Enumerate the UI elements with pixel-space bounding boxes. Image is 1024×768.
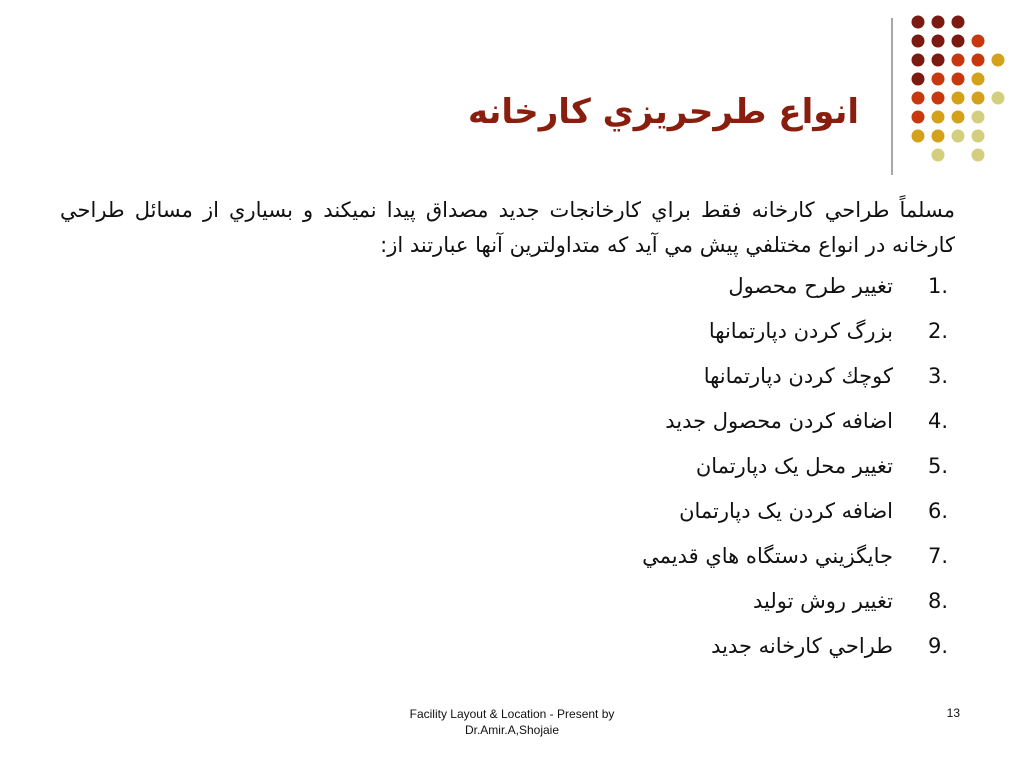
list-item bbox=[300, 360, 958, 405]
list-item bbox=[300, 540, 958, 585]
list-text: كوچك كردن دپارتمانها bbox=[703, 364, 893, 388]
dot bbox=[952, 111, 965, 124]
dot bbox=[972, 130, 985, 143]
numbered-list bbox=[300, 270, 958, 675]
dot bbox=[952, 35, 965, 48]
list-number: 6. bbox=[928, 499, 949, 523]
vertical-divider bbox=[891, 18, 893, 175]
dot bbox=[972, 73, 985, 86]
dot bbox=[912, 111, 925, 124]
list-item bbox=[300, 405, 958, 450]
slide-title: انواع طرحريزي كارخانه bbox=[468, 92, 859, 132]
dot bbox=[972, 35, 985, 48]
dot bbox=[932, 54, 945, 67]
list-text: تغيير طرح محصول bbox=[728, 274, 893, 298]
list-number: 1. bbox=[928, 274, 949, 298]
list-text: تغيير محل يک دپارتمان bbox=[695, 454, 893, 478]
footer-line-2: Dr.Amir.A,Shojaie bbox=[464, 723, 560, 737]
dot bbox=[952, 16, 965, 29]
list-number: 7. bbox=[928, 544, 949, 568]
dot bbox=[932, 16, 945, 29]
list-number: 3. bbox=[928, 364, 949, 388]
list-text: تغيير روش توليد bbox=[753, 589, 893, 613]
list-number: 4. bbox=[928, 409, 949, 433]
dot bbox=[932, 92, 945, 105]
dot bbox=[932, 73, 945, 86]
dot bbox=[952, 54, 965, 67]
list-number: 5. bbox=[928, 454, 949, 478]
list-number: 9. bbox=[928, 634, 949, 658]
list-number: 8. bbox=[928, 589, 949, 613]
dot bbox=[952, 130, 965, 143]
list-item bbox=[300, 450, 958, 495]
list-number: 2. bbox=[928, 319, 949, 343]
dot bbox=[912, 73, 925, 86]
dot bbox=[972, 111, 985, 124]
footer-caption bbox=[382, 706, 642, 738]
dot bbox=[912, 130, 925, 143]
footer-line-1: Facility Layout & Location - Present by bbox=[409, 707, 615, 721]
dot bbox=[912, 16, 925, 29]
list-text: طراحي كارخانه جديد bbox=[711, 634, 893, 658]
list-text: اضافه كردن محصول جديد bbox=[665, 409, 893, 433]
list-item bbox=[300, 630, 958, 675]
list-item bbox=[300, 585, 958, 630]
dot bbox=[932, 149, 945, 162]
page-number: 13 bbox=[946, 706, 960, 720]
dot bbox=[952, 92, 965, 105]
dot bbox=[912, 92, 925, 105]
dot bbox=[992, 92, 1005, 105]
list-text: جايگزيني دستگاه هاي قديمي bbox=[642, 544, 893, 568]
dot bbox=[972, 92, 985, 105]
dot bbox=[932, 130, 945, 143]
dot bbox=[992, 54, 1005, 67]
dot bbox=[932, 35, 945, 48]
list-text: بزرگ كردن دپارتمانها bbox=[708, 319, 893, 343]
dot bbox=[972, 54, 985, 67]
dot bbox=[952, 73, 965, 86]
list-item bbox=[300, 270, 958, 315]
dot bbox=[972, 149, 985, 162]
dot bbox=[912, 54, 925, 67]
dot bbox=[932, 111, 945, 124]
list-text: اضافه كردن يک دپارتمان bbox=[679, 499, 893, 523]
list-item bbox=[300, 315, 958, 360]
list-item bbox=[300, 495, 958, 540]
dot bbox=[912, 35, 925, 48]
intro-paragraph: مسلماً طراحي كارخانه فقط براي كارخانجات جديد مصداق پيدا نميكند و بسياري از مسائل طراحي كارخانه در انواع مختلفي پيش مي آيد كه متداولترين آنها عبارتند از: bbox=[60, 198, 955, 257]
